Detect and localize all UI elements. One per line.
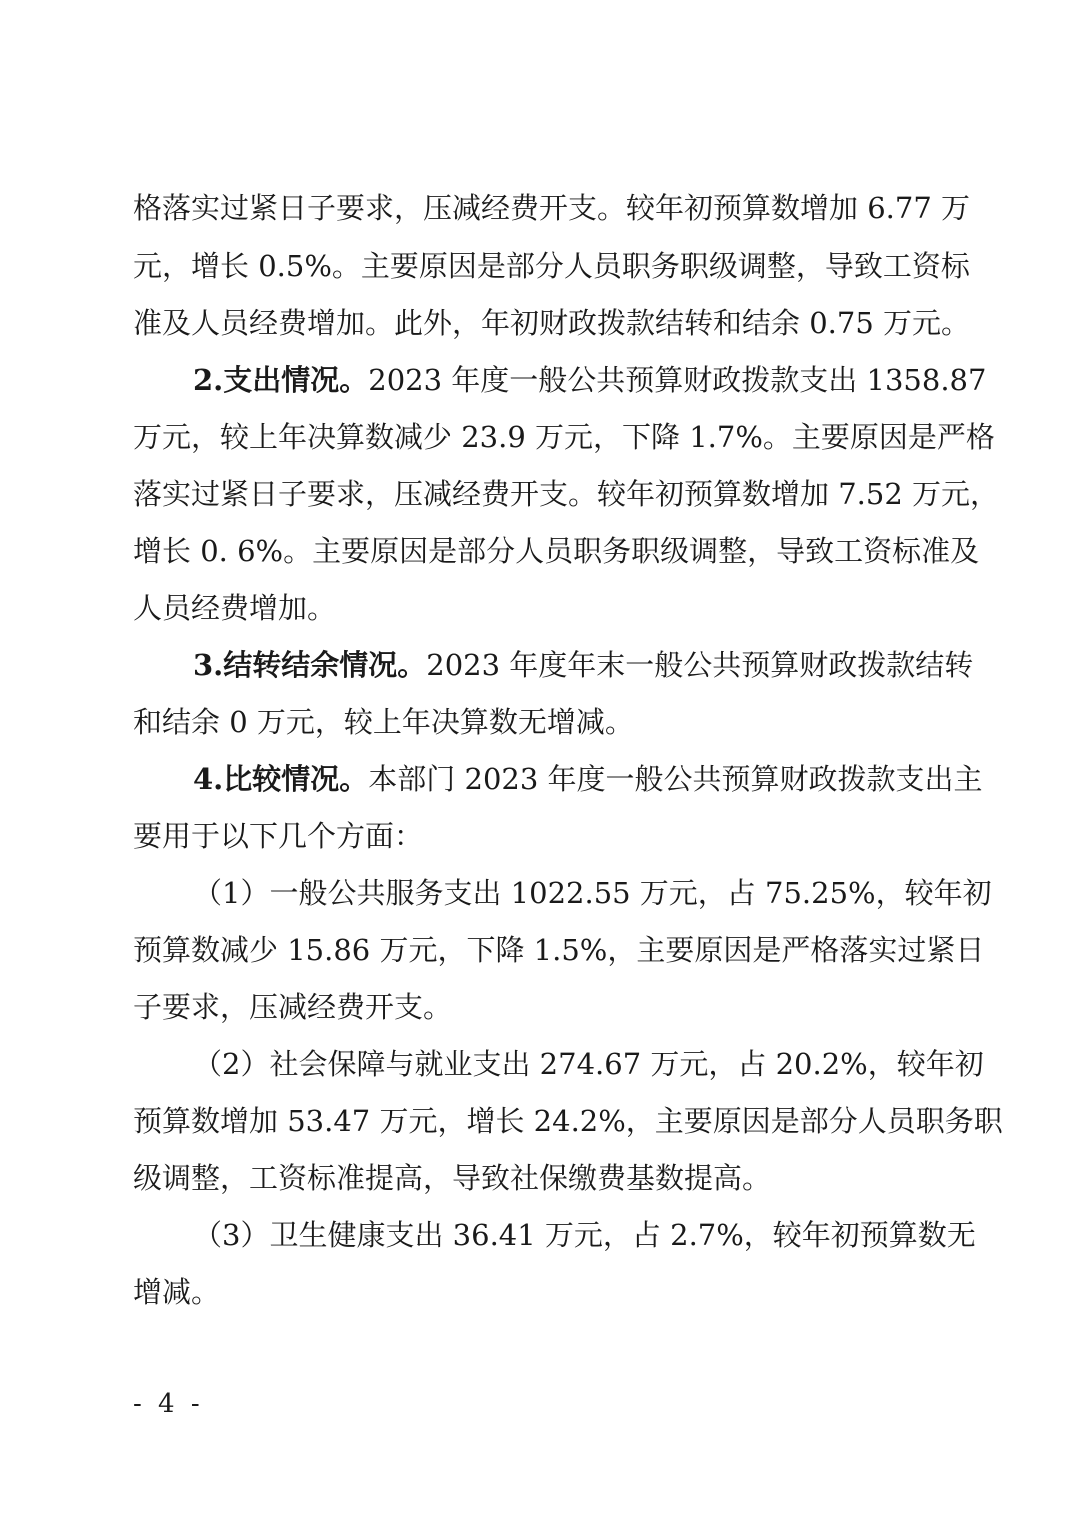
body-line: 预算数增加 53.47 万元，增长 24.2%，主要原因是部分人员职务职 (133, 1104, 1003, 1138)
item-3-first-line: （3）卫生健康支出 36.41 万元，占 2.7%，较年初预算数无 (193, 1218, 976, 1252)
body-line: 增长 0. 6%。主要原因是部分人员职务职级调整，导致工资标准及 (133, 534, 980, 568)
section-2-first-line (193, 362, 987, 398)
body-text: 2023 年度年末一般公共预算财政拨款结转 (426, 648, 974, 682)
body-text: 本部门 2023 年度一般公共预算财政拨款支出主 (368, 762, 983, 796)
body-line: 落实过紧日子要求，压减经费开支。较年初预算数增加 7.52 万元， (133, 477, 1000, 511)
body-text: 2023 年度一般公共预算财政拨款支出 1358.87 (368, 363, 987, 397)
item-2-first-line: （2）社会保障与就业支出 274.67 万元，占 20.2%，较年初 (193, 1047, 984, 1081)
body-line: 准及人员经费增加。此外，年初财政拨款结转和结余 0.75 万元。 (133, 306, 971, 340)
body-line: 级调整，工资标准提高，导致社保缴费基数提高。 (133, 1161, 772, 1195)
item-1-first-line: （1）一般公共服务支出 1022.55 万元，占 75.25%，较年初 (193, 876, 992, 910)
body-line: 人员经费增加。 (133, 591, 337, 625)
page-number: - 4 - (133, 1389, 204, 1419)
section-heading-expenditure: 2.支出情况。 (193, 363, 369, 397)
body-line: 万元，较上年决算数减少 23.9 万元，下降 1.7%。主要原因是严格 (133, 420, 995, 454)
body-line: 要用于以下几个方面： (133, 819, 424, 853)
body-line: 预算数减少 15.86 万元，下降 1.5%，主要原因是严格落实过紧日 (133, 933, 985, 967)
section-heading-comparison: 4.比较情况。 (193, 762, 369, 796)
body-line: 增减。 (133, 1275, 221, 1309)
section-heading-carryover: 3.结转结余情况。 (193, 648, 427, 682)
body-line: 元，增长 0.5%。主要原因是部分人员职务职级调整，导致工资标 (133, 249, 970, 283)
section-3-first-line (193, 647, 974, 683)
body-line: 子要求，压减经费开支。 (133, 990, 453, 1024)
section-4-first-line (193, 761, 983, 797)
body-line: 和结余 0 万元，较上年决算数无增减。 (133, 705, 634, 739)
body-line: 格落实过紧日子要求，压减经费开支。较年初预算数增加 6.77 万 (133, 191, 971, 225)
